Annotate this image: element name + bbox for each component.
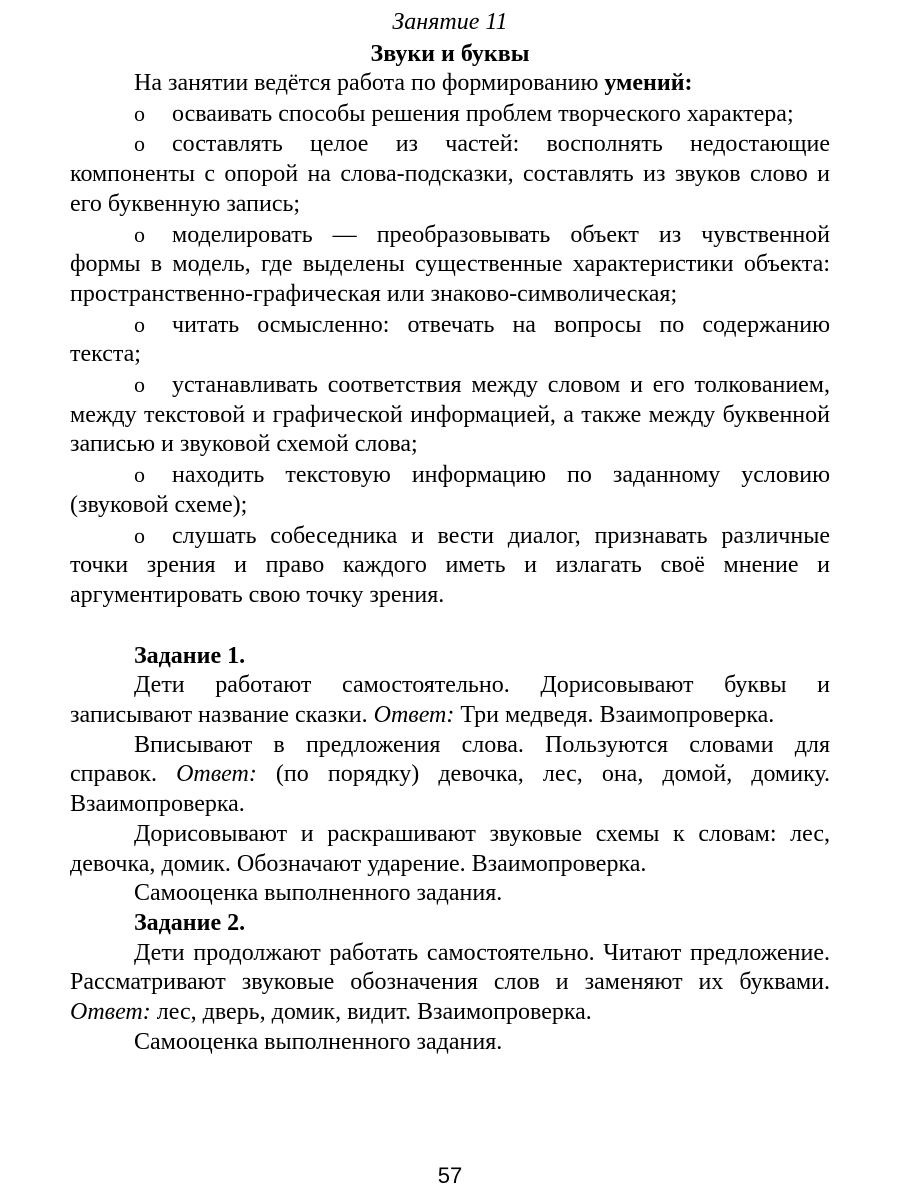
task2-paragraph-1 xyxy=(70,939,830,1028)
skill-text: моделировать — преобразовывать объект из чувственной формы в модель, где выделены существенные характеристики объекта: пространственно-графическая или знаково-символическая; xyxy=(70,221,830,307)
task1-paragraph-3: Дорисовывают и раскрашивают звуковые схемы к словам: лес, девочка, домик. Обозначают ударение. Взаимопроверка. xyxy=(70,820,830,877)
bullet-circle-icon: o xyxy=(134,311,145,337)
task2-p1-answer: лес, дверь, домик, видит. Взаимопроверка. xyxy=(150,999,592,1026)
intro-paragraph xyxy=(70,69,830,99)
task1-p1-answer: Три медведя. Взаимопроверка. xyxy=(454,702,775,729)
task1-self-assessment: Самооценка выполненного задания. xyxy=(134,880,503,907)
page-number: 57 xyxy=(437,1163,463,1188)
skill-text: устанавливать соответствия между словом и его толкованием, между текстовой и графической информацией, а также между буквенной записью и звуковой схемой слова; xyxy=(70,372,830,458)
document-page xyxy=(70,0,830,1058)
skill-text: слушать собеседника и вести диалог, признавать различные точки зрения и право каждого иметь и излагать своё мнение и аргументировать свою точку зрения. xyxy=(70,522,830,608)
task2-p1-text: Дети продолжают работать самостоятельно. Читают предложение. Рассматривают звуковые обозначения слов и заменяют их буквами. xyxy=(70,939,830,996)
list-item xyxy=(70,370,830,460)
lesson-topic: Звуки и буквы xyxy=(370,41,530,67)
task1-paragraph-1 xyxy=(70,671,830,730)
list-item xyxy=(70,99,830,130)
task1-title: Задание 1. xyxy=(134,642,246,669)
lesson-title: Занятие 11 xyxy=(392,9,508,35)
bullet-circle-icon: o xyxy=(134,372,145,398)
intro-bold-text: умений: xyxy=(604,70,693,96)
task1-p2-answer-label: Ответ: xyxy=(176,761,257,788)
skill-text: составлять целое из частей: восполнять недостающие компоненты с опорой на слова-подсказки, составлять из звуков слово и его буквенную запись; xyxy=(70,131,830,217)
bullet-circle-icon: o xyxy=(134,131,145,157)
task1-paragraph-2 xyxy=(70,731,830,820)
task2-p1-answer-label: Ответ: xyxy=(70,999,151,1026)
task2-title: Задание 2. xyxy=(134,909,246,936)
section-spacer xyxy=(70,611,830,642)
intro-text: На занятии ведётся работа по формированию xyxy=(134,70,605,96)
skill-text: читать осмысленно: отвечать на вопросы по содержанию текста; xyxy=(70,311,830,368)
skill-text: осваивать способы решения проблем творческого характера; xyxy=(172,100,794,127)
task1-p2-answer: (по порядку) девочка, лес, она, домой, домику. Взаимопроверка. xyxy=(70,761,830,818)
skill-text: находить текстовую информацию по заданному условию (звуковой схеме); xyxy=(70,462,830,518)
skills-list xyxy=(70,99,830,611)
task2-self-assessment: Самооценка выполненного задания. xyxy=(134,1028,503,1055)
list-item xyxy=(70,521,830,611)
list-item xyxy=(70,129,830,219)
task1-p1-text: Дети работают самостоятельно. Дорисовывают буквы и записывают название сказки. xyxy=(70,672,830,729)
bullet-circle-icon: o xyxy=(134,462,145,488)
list-item xyxy=(70,220,830,310)
list-item xyxy=(70,310,830,370)
bullet-circle-icon: o xyxy=(134,100,145,126)
list-item xyxy=(70,460,830,520)
task1-p1-answer-label: Ответ: xyxy=(373,702,455,729)
bullet-circle-icon: o xyxy=(134,522,145,548)
bullet-circle-icon: o xyxy=(134,221,145,247)
task1-p2-text: Вписывают в предложения слова. Пользуются словами для справок. xyxy=(70,731,830,788)
